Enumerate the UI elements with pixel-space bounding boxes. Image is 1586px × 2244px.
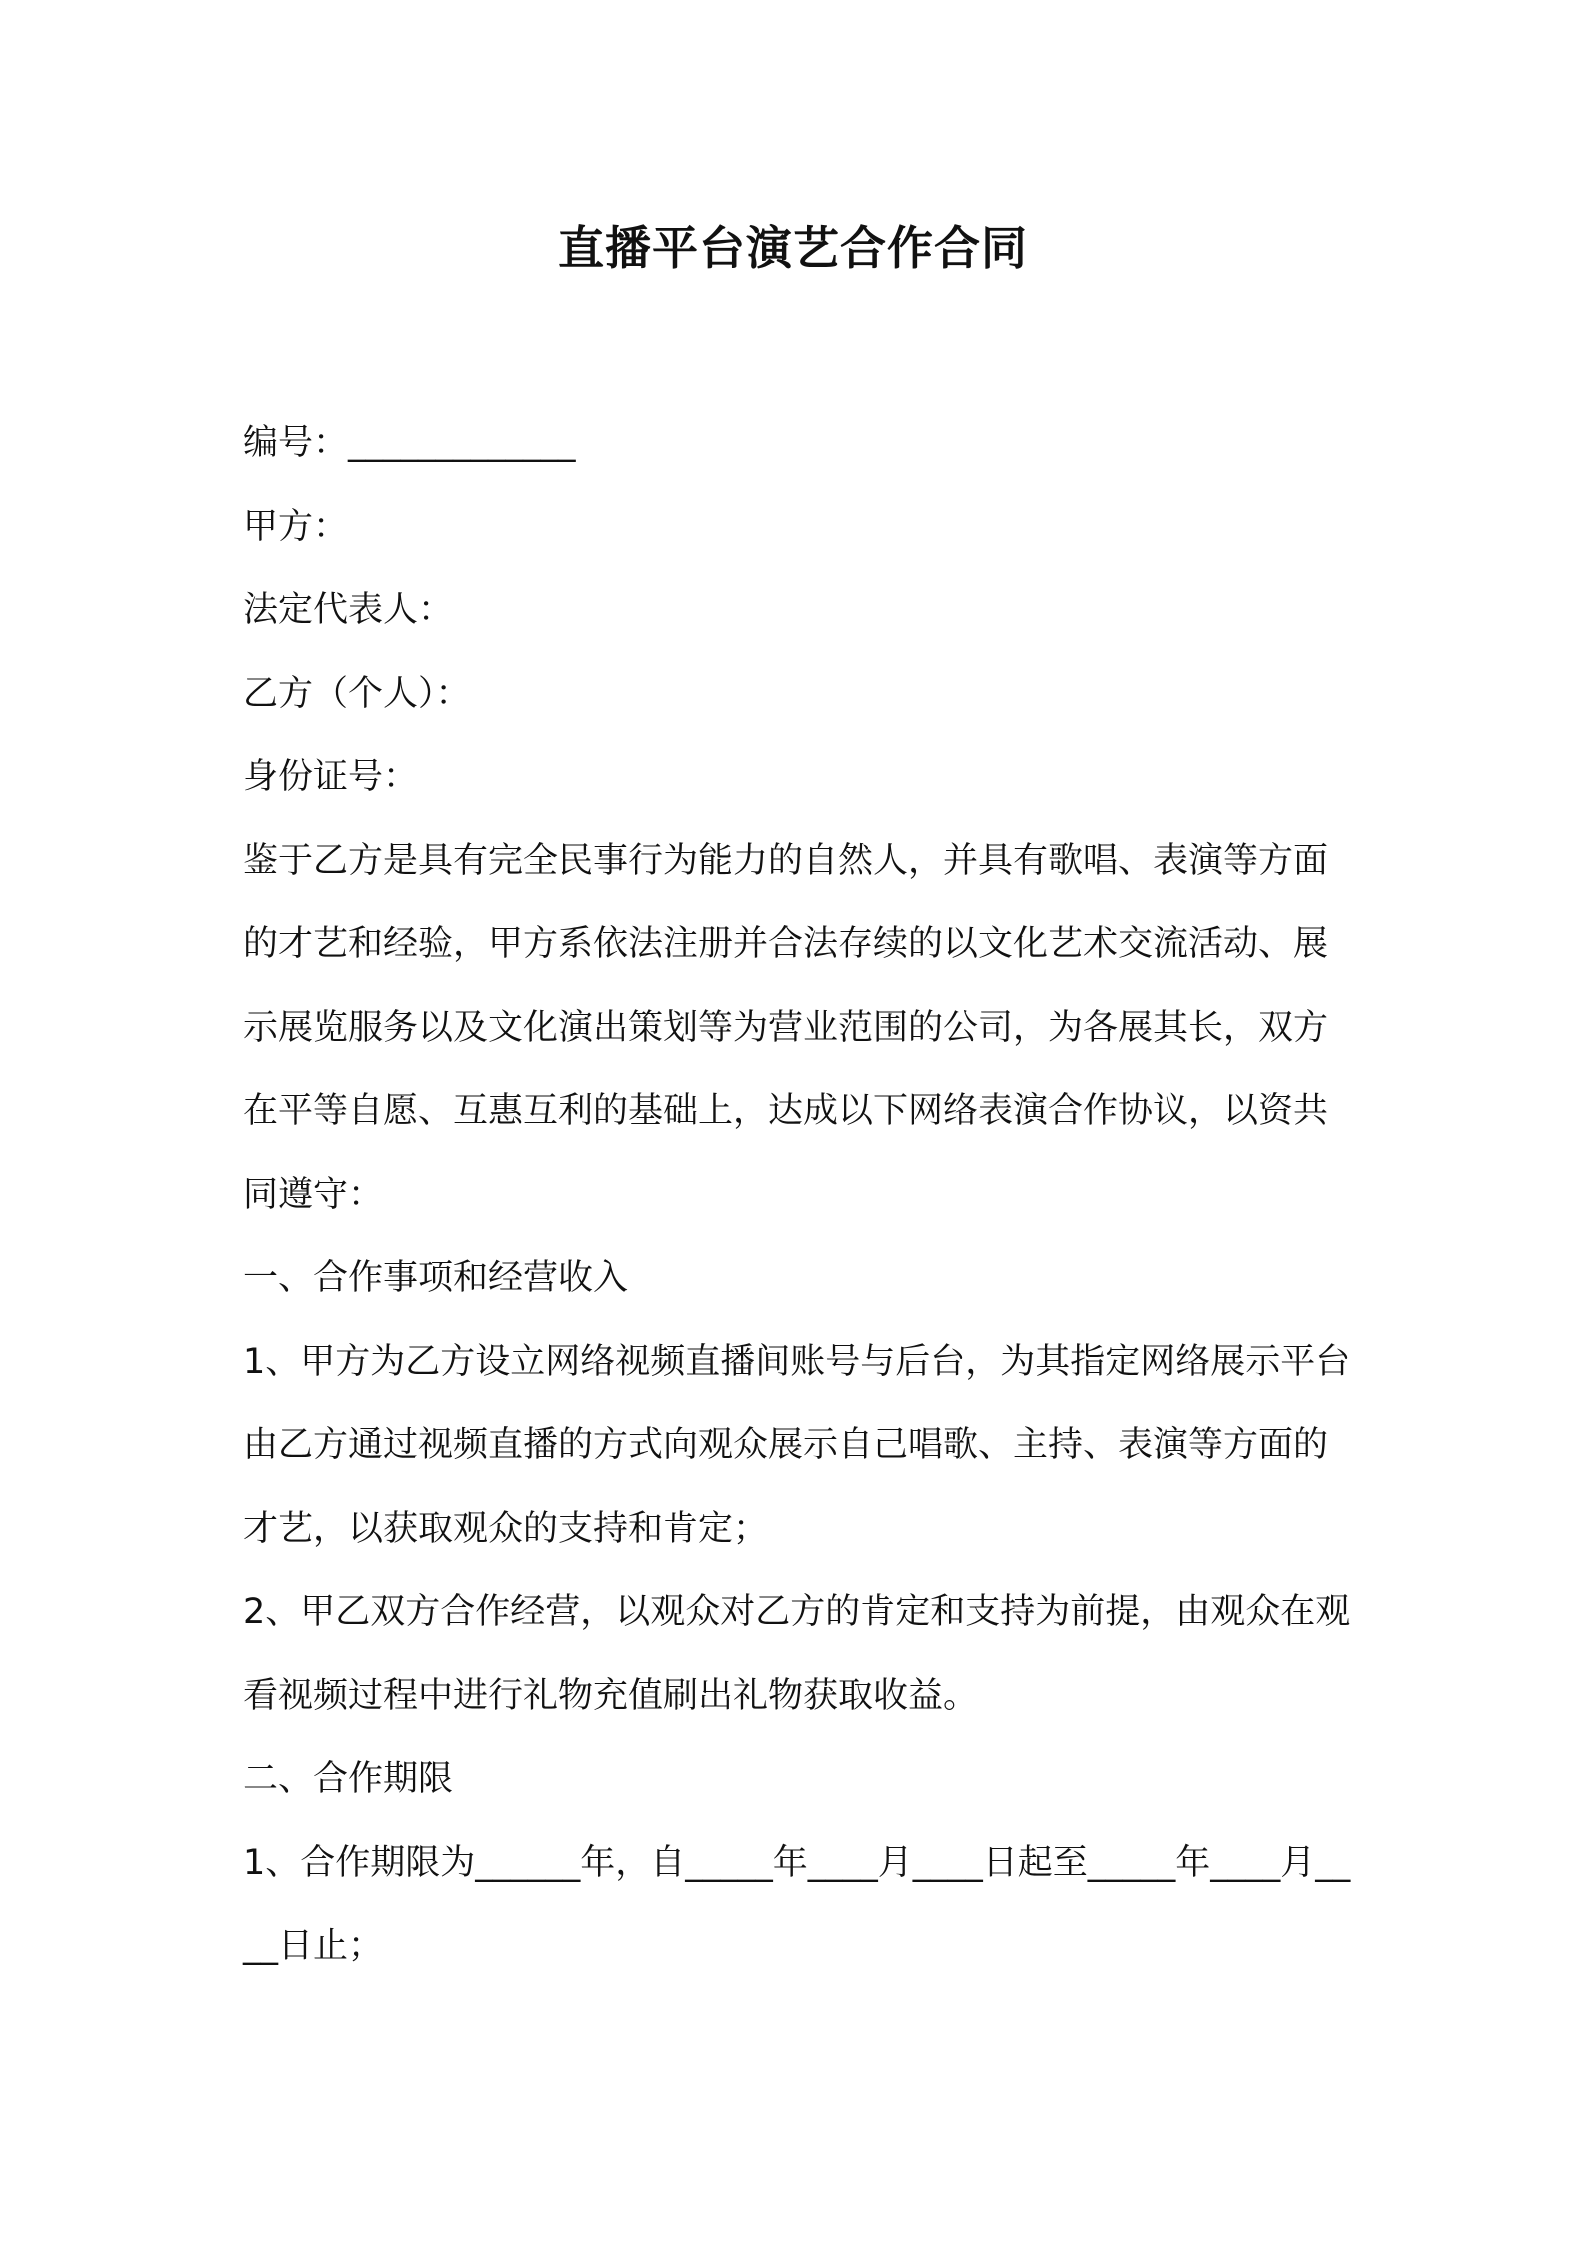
party-a-field: 甲方： — [243, 506, 349, 547]
contract-number-field: 编号：_____________ — [243, 423, 576, 463]
party-b-field: 乙方（个人）： — [243, 673, 471, 714]
section-2-heading: 二、合作期限 — [243, 1759, 454, 1799]
legal-representative-field: 法定代表人： — [243, 590, 454, 630]
id-number-field: 身份证号： — [243, 757, 419, 797]
document-title: 直播平台演艺合作合同 — [558, 221, 1028, 275]
section-1-heading: 一、合作事项和经营收入 — [243, 1258, 629, 1298]
section-1-item-1: 1、甲方为乙方设立网络视频直播间账号与后台，为其指定网络展示平台由乙方通过视频直播的方式向观众展示自己唱歌、主持、表演等方面的才艺，以获取观众的支持和肯定； — [243, 1341, 1351, 1549]
section-2-item-1: 1、合作期限为______年，自_____年____月____日起至_____年____月____日止； — [243, 1842, 1351, 1966]
section-1-item-2: 2、甲乙双方合作经营，以观众对乙方的肯定和支持为前提，由观众在观看视频过程中进行礼物充值刷出礼物获取收益。 — [243, 1592, 1351, 1716]
document-body — [243, 402, 1358, 1989]
preamble-paragraph: 鉴于乙方是具有完全民事行为能力的自然人，并具有歌唱、表演等方面的才艺和经验，甲方系依法注册并合法存续的以文化艺术交流活动、展示展览服务以及文化演出策划等为营业范围的公司，为各展其长，双方在平等自愿、互惠互利的基础上，达成以下网络表演合作协议，以资共同遵守： — [243, 840, 1329, 1215]
